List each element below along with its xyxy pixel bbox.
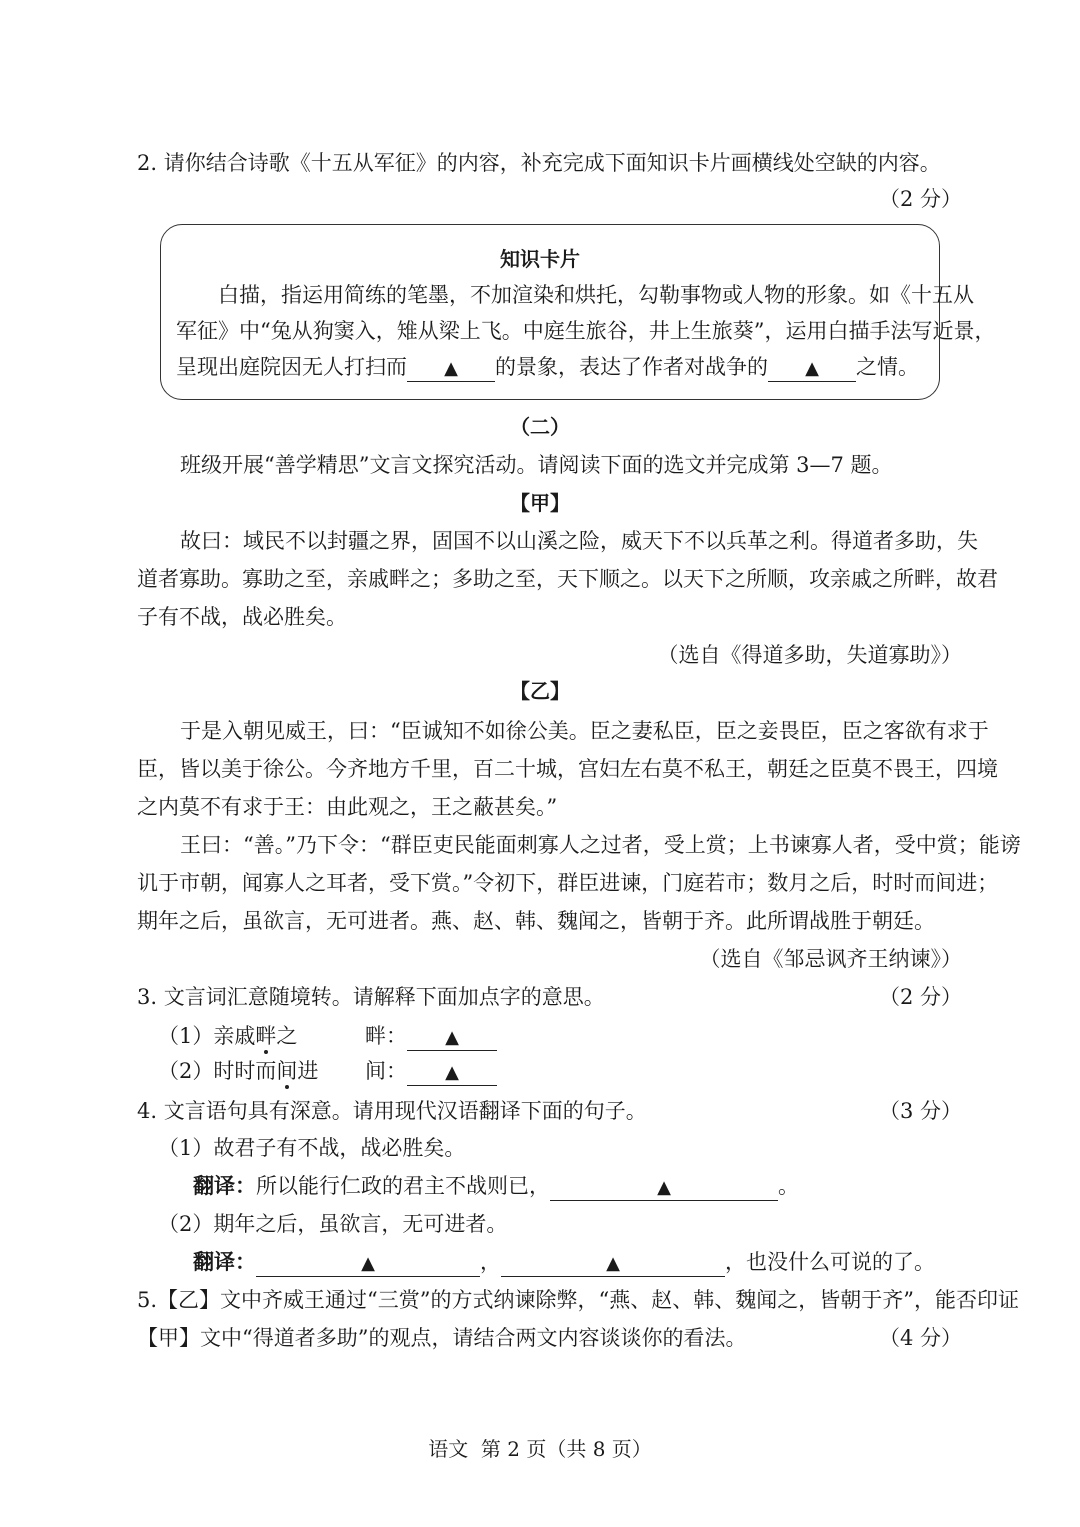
q3-item-2-dotted-char: 间	[276, 1059, 298, 1083]
q4-score: （3 分）	[878, 1099, 962, 1123]
q5-line-2: 【甲】文中“得道者多助”的观点，请结合两文内容谈谈你的看法。	[137, 1326, 747, 1350]
q3-item-2-post: 进	[297, 1059, 319, 1083]
q4-translation-2-comma: ，	[480, 1250, 501, 1274]
q3-item-2	[158, 1056, 318, 1086]
q4-translation-2-label: 翻译：	[193, 1250, 256, 1274]
card-blank-1[interactable]: ▲	[407, 357, 495, 382]
card-line-2: 军征》中“兔从狗窦入，雉从梁上飞。中庭生旅谷，井上生旅葵”，运用白描手法写近景，	[176, 319, 996, 343]
q3-text: 3. 文言词汇意随境转。请解释下面加点字的意思。	[137, 985, 605, 1009]
q4-blank-3[interactable]: ▲	[501, 1252, 725, 1277]
q3-item-1-pre: （1）亲戚	[158, 1024, 256, 1048]
q5-line-1: 5.【乙】文中齐威王通过“三赏”的方式纳谏除弊，“燕、赵、韩、魏闻之，皆朝于齐”，能否印证	[137, 1288, 1019, 1312]
yi-source: （选自《邹忌讽齐王纳谏》）	[699, 947, 962, 971]
jia-line-2: 道者寡助。寡助之至，亲戚畔之；多助之至，天下顺之。以天下之所顺，攻亲戚之所畔，故君	[137, 567, 998, 591]
page-footer: 语文 第 2 页（共 8 页）	[428, 1437, 652, 1461]
section-intro: 班级开展“善学精思”文言文探究活动。请阅读下面的选文并完成第 3—7 题。	[180, 453, 893, 477]
q4-blank-2[interactable]: ▲	[256, 1252, 480, 1277]
q3-answer-1-label: 畔：	[365, 1024, 407, 1048]
jia-line-1: 故曰：域民不以封疆之界，固国不以山溪之险，威天下不以兵革之利。得道者多助，失	[180, 529, 978, 553]
q4-blank-1[interactable]: ▲	[550, 1176, 778, 1201]
q3-score: （2 分）	[878, 985, 962, 1009]
q5-score: （4 分）	[878, 1326, 962, 1350]
q3-item-1-dotted-char: 畔	[255, 1024, 277, 1048]
yi-line-5: 讥于市朝，闻寡人之耳者，受下赏。”令初下，群臣进谏，门庭若市；数月之后，时时而间进；	[137, 871, 999, 895]
jia-source: （选自《得道多助，失道寡助》）	[657, 643, 962, 667]
card-blank-2[interactable]: ▲	[768, 357, 856, 382]
q4-translation-2-tail: ，也没什么可说的了。	[725, 1250, 935, 1274]
q4-item-1: （1）故君子有不战，战必胜矣。	[158, 1136, 466, 1160]
jia-heading: 【甲】	[510, 491, 570, 515]
q3-blank-2[interactable]: ▲	[407, 1061, 497, 1086]
card-line-3-part-b: 的景象，表达了作者对战争的	[495, 355, 768, 379]
q3-answer-2	[365, 1056, 497, 1086]
card-line-3-part-c: 之情。	[856, 355, 919, 379]
yi-line-3: 之内莫不有求于王：由此观之，王之蔽甚矣。”	[137, 795, 558, 819]
q3-item-1-post: 之	[276, 1024, 298, 1048]
yi-line-6: 期年之后，虽欲言，无可进者。燕、赵、韩、魏闻之，皆朝于齐。此所谓战胜于朝廷。	[137, 909, 935, 933]
q2-score: （2 分）	[878, 187, 962, 211]
yi-line-2: 臣，皆以美于徐公。今齐地方千里，百二十城，宫妇左右莫不私王，朝廷之臣莫不畏王，四境	[137, 757, 998, 781]
card-title: 知识卡片	[500, 247, 580, 271]
q4-translation-1-label: 翻译：	[193, 1174, 256, 1198]
q4-text: 4. 文言语句具有深意。请用现代汉语翻译下面的句子。	[137, 1099, 647, 1123]
q2-text: 2. 请你结合诗歌《十五从军征》的内容，补充完成下面知识卡片画横线处空缺的内容。	[137, 151, 941, 175]
q3-answer-1	[365, 1021, 497, 1051]
q3-item-2-pre: （2）时时而	[158, 1059, 277, 1083]
q3-item-1	[158, 1021, 297, 1051]
yi-line-1: 于是入朝见威王，曰：“臣诚知不如徐公美。臣之妻私臣，臣之妾畏臣，臣之客欲有求于	[180, 719, 989, 743]
q4-translation-1-given: 所以能行仁政的君主不战则已，	[256, 1174, 550, 1198]
card-line-3-part-a: 呈现出庭院因无人打扫而	[176, 355, 407, 379]
q4-translation-1	[193, 1171, 799, 1201]
q4-translation-1-period: 。	[778, 1174, 799, 1198]
q4-item-2: （2）期年之后，虽欲言，无可进者。	[158, 1212, 508, 1236]
q3-blank-1[interactable]: ▲	[407, 1026, 497, 1051]
q3-answer-2-label: 间：	[365, 1059, 407, 1083]
jia-line-3: 子有不战，战必胜矣。	[137, 605, 347, 629]
yi-line-4: 王曰：“善。”乃下令：“群臣吏民能面刺寡人之过者，受上赏；上书谏寡人者，受中赏；能谤	[180, 833, 1021, 857]
yi-heading: 【乙】	[510, 679, 570, 703]
q4-translation-2	[193, 1247, 935, 1277]
section-heading: （二）	[510, 415, 570, 439]
card-line-3	[176, 352, 919, 382]
card-line-1: 白描，指运用简练的笔墨，不加渲染和烘托，勾勒事物或人物的形象。如《十五从	[218, 283, 974, 307]
